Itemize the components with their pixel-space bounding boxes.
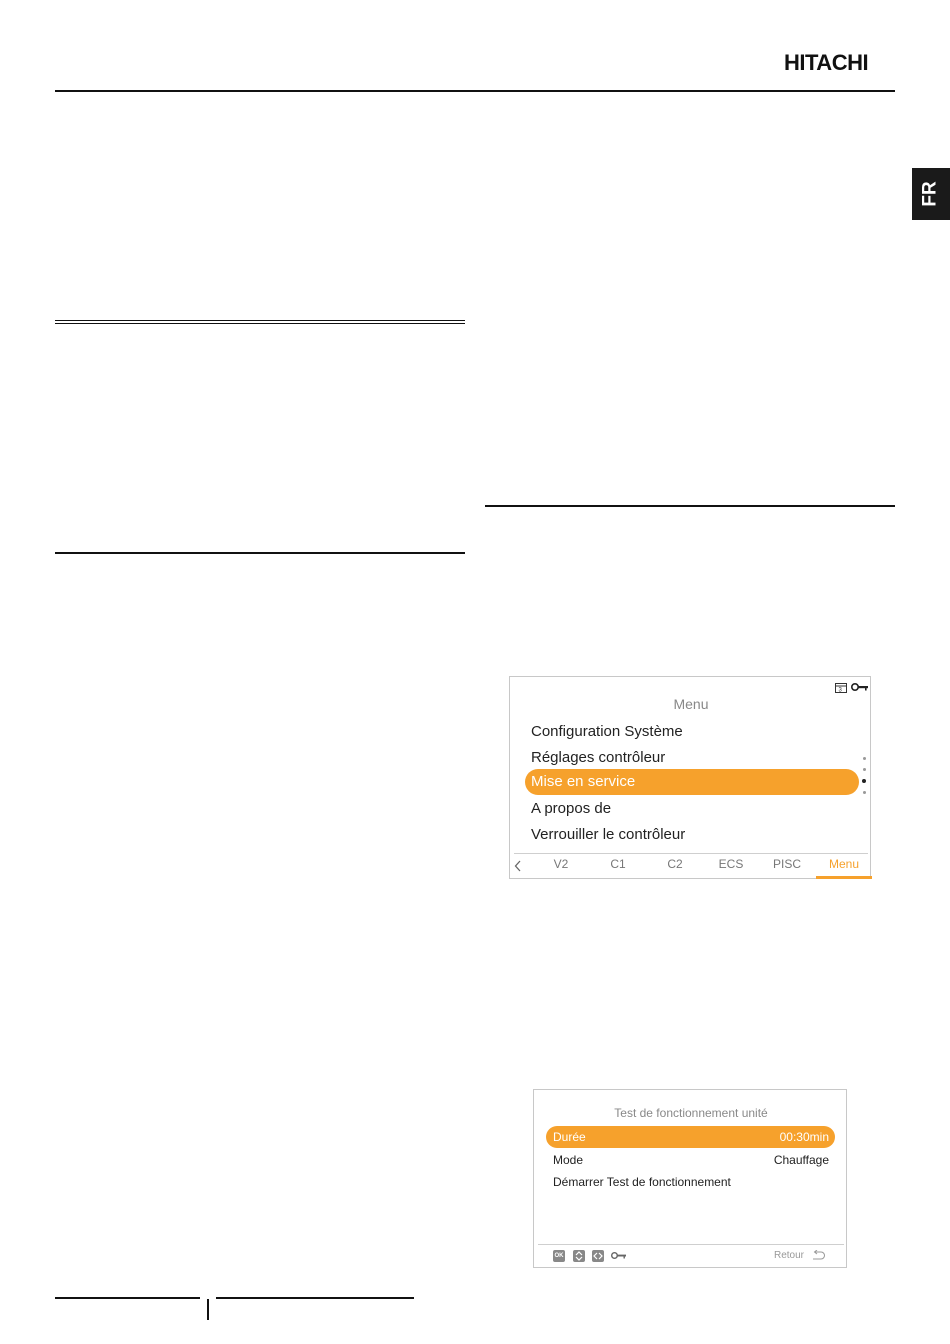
footer-rule-right <box>216 1297 414 1299</box>
scroll-dot-active <box>862 779 866 783</box>
menu-screen <box>509 676 871 879</box>
menu-item-a-propos-de[interactable]: A propos de <box>531 800 612 817</box>
tabs-divider <box>514 853 868 854</box>
row-duree-value: 00:30min <box>779 1130 829 1144</box>
tab-v2[interactable]: V2 <box>553 857 569 871</box>
tab-pisc[interactable]: PISC <box>772 857 801 871</box>
row-duree-label: Durée <box>553 1130 586 1144</box>
test-screen <box>533 1089 847 1268</box>
menu-item-configuration-systeme[interactable]: Configuration Système <box>531 723 683 740</box>
scroll-dot <box>863 757 866 760</box>
chevron-left-icon[interactable] <box>514 860 522 872</box>
menu-item-verrouiller-controleur[interactable]: Verrouiller le contrôleur <box>531 826 686 843</box>
header-rule <box>55 90 895 92</box>
footer-rule-left <box>55 1297 200 1299</box>
test-title: Test de fonctionnement unité <box>614 1106 768 1120</box>
row-demarrer-test[interactable]: Démarrer Test de fonctionnement <box>553 1175 731 1189</box>
wrench-icon <box>851 682 869 692</box>
language-tab <box>912 168 950 220</box>
tab-ecs[interactable]: ECS <box>718 857 744 871</box>
tab-c2[interactable]: C2 <box>667 857 683 871</box>
active-tab-indicator <box>816 876 872 879</box>
left-right-icon <box>592 1250 604 1262</box>
footer-divider <box>538 1244 844 1245</box>
menu-item-mise-en-service-label: Mise en service <box>531 773 636 790</box>
section-double-rule-bottom <box>55 323 465 324</box>
menu-title: Menu <box>673 696 709 712</box>
tab-c1[interactable]: C1 <box>610 857 626 871</box>
section-rule-left <box>55 552 465 554</box>
tab-menu[interactable]: Menu <box>828 857 860 871</box>
scroll-dot <box>863 791 866 794</box>
ok-button-icon: OK <box>553 1250 565 1262</box>
section-double-rule-top <box>55 320 465 321</box>
row-mode-label[interactable]: Mode <box>553 1153 584 1167</box>
return-arrow-icon[interactable] <box>811 1250 825 1261</box>
calendar-icon <box>835 682 848 693</box>
menu-item-reglages-controleur[interactable]: Réglages contrôleur <box>531 749 666 766</box>
section-rule-right <box>485 505 895 507</box>
up-down-icon <box>573 1250 585 1262</box>
scroll-dot <box>863 768 866 771</box>
back-label[interactable]: Retour <box>774 1250 805 1261</box>
row-mode-value[interactable]: Chauffage <box>773 1153 829 1167</box>
wrench-icon <box>611 1251 627 1260</box>
svg-text:3: 3 <box>838 687 842 693</box>
footer-rule-separator <box>207 1299 209 1320</box>
hitachi-logo: HITACHI <box>784 50 869 75</box>
language-tab-label: FR <box>919 181 941 207</box>
